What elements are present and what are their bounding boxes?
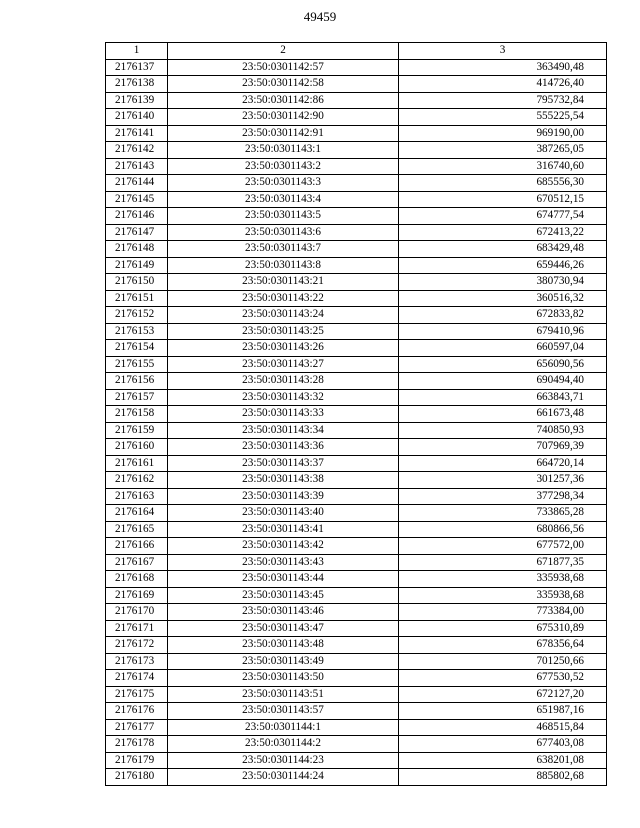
- cadastral-number-cell: 23:50:0301142:57: [168, 59, 399, 76]
- row-number-cell: 2176137: [106, 59, 168, 76]
- value-cell: 656090,56: [399, 356, 607, 373]
- value-cell: 701250,66: [399, 653, 607, 670]
- cadastral-number-cell: 23:50:0301143:6: [168, 224, 399, 241]
- value-cell: 733865,28: [399, 505, 607, 522]
- cadastral-number-cell: 23:50:0301143:33: [168, 406, 399, 423]
- cadastral-number-cell: 23:50:0301143:48: [168, 637, 399, 654]
- table-row: [106, 587, 607, 604]
- row-number-cell: 2176175: [106, 686, 168, 703]
- value-cell: 380730,94: [399, 274, 607, 291]
- cadastral-number-cell: 23:50:0301143:46: [168, 604, 399, 621]
- row-number-cell: 2176165: [106, 521, 168, 538]
- cadastral-number-cell: 23:50:0301143:45: [168, 587, 399, 604]
- table-row: [106, 59, 607, 76]
- cadastral-number-cell: 23:50:0301143:24: [168, 307, 399, 324]
- value-cell: 468515,84: [399, 719, 607, 736]
- value-cell: 740850,93: [399, 422, 607, 439]
- table-row: [106, 109, 607, 126]
- value-cell: 387265,05: [399, 142, 607, 159]
- row-number-cell: 2176158: [106, 406, 168, 423]
- cadastral-number-cell: 23:50:0301143:57: [168, 703, 399, 720]
- table-row: [106, 307, 607, 324]
- column-header-2: 2: [168, 43, 399, 60]
- row-number-cell: 2176166: [106, 538, 168, 555]
- table-row: [106, 241, 607, 258]
- table-row: [106, 76, 607, 93]
- cadastral-number-cell: 23:50:0301143:37: [168, 455, 399, 472]
- value-cell: 969190,00: [399, 125, 607, 142]
- cadastral-number-cell: 23:50:0301143:34: [168, 422, 399, 439]
- row-number-cell: 2176142: [106, 142, 168, 159]
- value-cell: 773384,00: [399, 604, 607, 621]
- value-cell: 301257,36: [399, 472, 607, 489]
- table-header-row: [106, 43, 607, 60]
- data-table: [105, 42, 607, 786]
- table-row: [106, 571, 607, 588]
- value-cell: 707969,39: [399, 439, 607, 456]
- table-row: [106, 158, 607, 175]
- cadastral-number-cell: 23:50:0301142:91: [168, 125, 399, 142]
- table-row: [106, 488, 607, 505]
- cadastral-number-cell: 23:50:0301142:86: [168, 92, 399, 109]
- table-row: [106, 703, 607, 720]
- value-cell: 660597,04: [399, 340, 607, 357]
- page-number: 49459: [303, 9, 337, 24]
- table-body: [106, 59, 607, 785]
- value-cell: 672413,22: [399, 224, 607, 241]
- table-row: [106, 191, 607, 208]
- row-number-cell: 2176140: [106, 109, 168, 126]
- value-cell: 316740,60: [399, 158, 607, 175]
- column-header-1: 1: [106, 43, 168, 60]
- table-row: [106, 125, 607, 142]
- value-cell: 679410,96: [399, 323, 607, 340]
- row-number-cell: 2176151: [106, 290, 168, 307]
- row-number-cell: 2176173: [106, 653, 168, 670]
- cadastral-number-cell: 23:50:0301143:38: [168, 472, 399, 489]
- row-number-cell: 2176148: [106, 241, 168, 258]
- cadastral-number-cell: 23:50:0301143:22: [168, 290, 399, 307]
- value-cell: 677403,08: [399, 736, 607, 753]
- value-cell: 674777,54: [399, 208, 607, 225]
- table-row: [106, 670, 607, 687]
- cadastral-number-cell: 23:50:0301143:21: [168, 274, 399, 291]
- row-number-cell: 2176138: [106, 76, 168, 93]
- row-number-cell: 2176170: [106, 604, 168, 621]
- row-number-cell: 2176143: [106, 158, 168, 175]
- value-cell: 638201,08: [399, 752, 607, 769]
- cadastral-number-cell: 23:50:0301143:8: [168, 257, 399, 274]
- cadastral-number-cell: 23:50:0301143:44: [168, 571, 399, 588]
- cadastral-number-cell: 23:50:0301143:1: [168, 142, 399, 159]
- row-number-cell: 2176164: [106, 505, 168, 522]
- value-cell: 677530,52: [399, 670, 607, 687]
- value-cell: 335938,68: [399, 571, 607, 588]
- cadastral-number-cell: 23:50:0301143:3: [168, 175, 399, 192]
- row-number-cell: 2176163: [106, 488, 168, 505]
- value-cell: 885802,68: [399, 769, 607, 786]
- row-number-cell: 2176153: [106, 323, 168, 340]
- value-cell: 360516,32: [399, 290, 607, 307]
- row-number-cell: 2176156: [106, 373, 168, 390]
- row-number-cell: 2176141: [106, 125, 168, 142]
- value-cell: 671877,35: [399, 554, 607, 571]
- row-number-cell: 2176169: [106, 587, 168, 604]
- row-number-cell: 2176145: [106, 191, 168, 208]
- table-row: [106, 208, 607, 225]
- cadastral-number-cell: 23:50:0301143:39: [168, 488, 399, 505]
- table-row: [106, 752, 607, 769]
- cadastral-number-cell: 23:50:0301143:25: [168, 323, 399, 340]
- table-row: [106, 274, 607, 291]
- row-number-cell: 2176171: [106, 620, 168, 637]
- cadastral-number-cell: 23:50:0301143:43: [168, 554, 399, 571]
- value-cell: 685556,30: [399, 175, 607, 192]
- value-cell: 377298,34: [399, 488, 607, 505]
- row-number-cell: 2176154: [106, 340, 168, 357]
- value-cell: 555225,54: [399, 109, 607, 126]
- table-row: [106, 92, 607, 109]
- table-row: [106, 472, 607, 489]
- row-number-cell: 2176177: [106, 719, 168, 736]
- cadastral-number-cell: 23:50:0301143:49: [168, 653, 399, 670]
- value-cell: 335938,68: [399, 587, 607, 604]
- cadastral-number-cell: 23:50:0301143:5: [168, 208, 399, 225]
- table-row: [106, 538, 607, 555]
- row-number-cell: 2176157: [106, 389, 168, 406]
- value-cell: 677572,00: [399, 538, 607, 555]
- table-row: [106, 142, 607, 159]
- cadastral-number-cell: 23:50:0301143:51: [168, 686, 399, 703]
- table-row: [106, 455, 607, 472]
- table-row: [106, 653, 607, 670]
- value-cell: 683429,48: [399, 241, 607, 258]
- row-number-cell: 2176159: [106, 422, 168, 439]
- table-row: [106, 505, 607, 522]
- value-cell: 680866,56: [399, 521, 607, 538]
- row-number-cell: 2176176: [106, 703, 168, 720]
- row-number-cell: 2176144: [106, 175, 168, 192]
- cadastral-number-cell: 23:50:0301143:7: [168, 241, 399, 258]
- row-number-cell: 2176162: [106, 472, 168, 489]
- row-number-cell: 2176155: [106, 356, 168, 373]
- table-row: [106, 323, 607, 340]
- table-row: [106, 521, 607, 538]
- cadastral-number-cell: 23:50:0301143:32: [168, 389, 399, 406]
- cadastral-number-cell: 23:50:0301142:90: [168, 109, 399, 126]
- cadastral-number-cell: 23:50:0301143:28: [168, 373, 399, 390]
- row-number-cell: 2176160: [106, 439, 168, 456]
- cadastral-number-cell: 23:50:0301143:40: [168, 505, 399, 522]
- table-row: [106, 439, 607, 456]
- value-cell: 795732,84: [399, 92, 607, 109]
- cadastral-number-cell: 23:50:0301143:2: [168, 158, 399, 175]
- table-row: [106, 175, 607, 192]
- table-row: [106, 224, 607, 241]
- table-row: [106, 769, 607, 786]
- value-cell: 661673,48: [399, 406, 607, 423]
- cadastral-number-cell: 23:50:0301144:23: [168, 752, 399, 769]
- table-row: [106, 422, 607, 439]
- value-cell: 672127,20: [399, 686, 607, 703]
- table-row: [106, 290, 607, 307]
- row-number-cell: 2176146: [106, 208, 168, 225]
- cadastral-number-cell: 23:50:0301143:47: [168, 620, 399, 637]
- table-row: [106, 373, 607, 390]
- value-cell: 678356,64: [399, 637, 607, 654]
- table-row: [106, 389, 607, 406]
- table-row: [106, 340, 607, 357]
- value-cell: 664720,14: [399, 455, 607, 472]
- row-number-cell: 2176152: [106, 307, 168, 324]
- table-row: [106, 719, 607, 736]
- cadastral-number-cell: 23:50:0301143:26: [168, 340, 399, 357]
- cadastral-number-cell: 23:50:0301142:58: [168, 76, 399, 93]
- table-row: [106, 554, 607, 571]
- table-row: [106, 257, 607, 274]
- cadastral-number-cell: 23:50:0301143:42: [168, 538, 399, 555]
- row-number-cell: 2176172: [106, 637, 168, 654]
- row-number-cell: 2176180: [106, 769, 168, 786]
- table-row: [106, 406, 607, 423]
- value-cell: 663843,71: [399, 389, 607, 406]
- value-cell: 672833,82: [399, 307, 607, 324]
- value-cell: 670512,15: [399, 191, 607, 208]
- cadastral-number-cell: 23:50:0301143:50: [168, 670, 399, 687]
- row-number-cell: 2176150: [106, 274, 168, 291]
- value-cell: 659446,26: [399, 257, 607, 274]
- row-number-cell: 2176139: [106, 92, 168, 109]
- row-number-cell: 2176161: [106, 455, 168, 472]
- table-row: [106, 604, 607, 621]
- row-number-cell: 2176174: [106, 670, 168, 687]
- row-number-cell: 2176179: [106, 752, 168, 769]
- row-number-cell: 2176167: [106, 554, 168, 571]
- cadastral-number-cell: 23:50:0301143:41: [168, 521, 399, 538]
- value-cell: 414726,40: [399, 76, 607, 93]
- row-number-cell: 2176149: [106, 257, 168, 274]
- cadastral-number-cell: 23:50:0301143:36: [168, 439, 399, 456]
- table-row: [106, 356, 607, 373]
- table-row: [106, 620, 607, 637]
- cadastral-number-cell: 23:50:0301144:2: [168, 736, 399, 753]
- table-row: [106, 686, 607, 703]
- row-number-cell: 2176147: [106, 224, 168, 241]
- value-cell: 363490,48: [399, 59, 607, 76]
- cadastral-number-cell: 23:50:0301144:1: [168, 719, 399, 736]
- cadastral-number-cell: 23:50:0301143:27: [168, 356, 399, 373]
- value-cell: 651987,16: [399, 703, 607, 720]
- table-row: [106, 637, 607, 654]
- value-cell: 690494,40: [399, 373, 607, 390]
- table-row: [106, 736, 607, 753]
- cadastral-number-cell: 23:50:0301143:4: [168, 191, 399, 208]
- value-cell: 675310,89: [399, 620, 607, 637]
- cadastral-number-cell: 23:50:0301144:24: [168, 769, 399, 786]
- column-header-3: 3: [399, 43, 607, 60]
- row-number-cell: 2176168: [106, 571, 168, 588]
- row-number-cell: 2176178: [106, 736, 168, 753]
